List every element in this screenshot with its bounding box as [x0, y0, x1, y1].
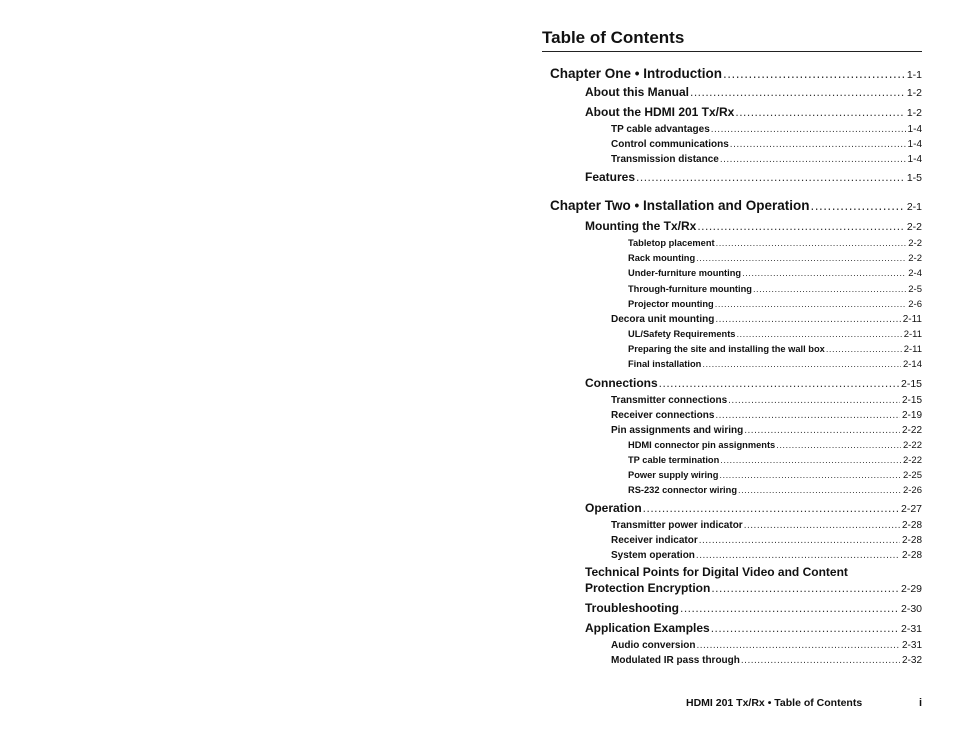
- toc-entry[interactable]: [542, 84, 922, 102]
- toc-entry-label: TP cable termination: [628, 454, 720, 465]
- dot-leader: [680, 600, 899, 617]
- dot-leader: [697, 218, 904, 235]
- toc-entry-label-line1[interactable]: Technical Points for Digital Video and Content: [585, 565, 848, 580]
- toc-entry-label: HDMI connector pin assignments: [628, 439, 776, 450]
- toc-entry-page: 1-4: [907, 154, 922, 165]
- toc-entry[interactable]: [542, 218, 922, 236]
- toc-entry[interactable]: [542, 122, 922, 137]
- toc-entry[interactable]: [542, 251, 922, 266]
- toc-entry-label: Final installation: [628, 359, 702, 370]
- toc-entry[interactable]: [542, 327, 922, 342]
- toc-entry-page: 2-2: [908, 253, 922, 265]
- toc-entry[interactable]: [542, 408, 922, 423]
- toc-entry[interactable]: [542, 393, 922, 408]
- toc-entry[interactable]: [542, 236, 922, 251]
- toc-entry-page: 2-22: [902, 439, 922, 451]
- toc-entry-label: Troubleshooting: [585, 601, 679, 616]
- dot-leader: [811, 197, 905, 214]
- toc-entry[interactable]: [542, 282, 922, 297]
- toc-entry[interactable]: [542, 500, 922, 518]
- dot-leader: [741, 653, 900, 668]
- dot-leader: [728, 393, 900, 408]
- dot-leader: [720, 453, 901, 467]
- toc-entry-page: 2-22: [901, 424, 922, 436]
- toc-entry[interactable]: [542, 312, 922, 327]
- toc-entry[interactable]: [542, 453, 922, 468]
- toc-entry-page: 2-25: [902, 470, 922, 482]
- toc-entry[interactable]: [542, 600, 922, 618]
- dot-leader: [715, 297, 907, 311]
- toc-entry[interactable]: [542, 104, 922, 122]
- toc-entry-label: About the HDMI 201 Tx/Rx: [585, 105, 735, 119]
- toc-entry[interactable]: [542, 580, 922, 598]
- dot-leader: [711, 620, 899, 637]
- toc-entry-label: Power supply wiring: [628, 470, 719, 481]
- toc-entry-chapter-two[interactable]: [542, 197, 922, 216]
- toc-entry[interactable]: [542, 438, 922, 453]
- dot-leader: [730, 137, 906, 152]
- toc-entry-label: TP cable advantages: [611, 124, 710, 135]
- toc-entry-label: Audio conversion: [611, 640, 696, 652]
- dot-leader: [659, 375, 899, 392]
- toc-entry-page: 1-1: [906, 69, 922, 81]
- footer-page-number: i: [918, 697, 922, 709]
- dot-leader: [696, 548, 900, 563]
- dot-leader: [699, 533, 900, 548]
- toc-entry[interactable]: [542, 483, 922, 498]
- toc-entry[interactable]: [542, 152, 922, 167]
- toc-entry-label: Modulated IR pass through: [611, 655, 740, 667]
- toc-entry-page: 2-29: [900, 583, 922, 596]
- dot-leader: [643, 500, 899, 517]
- dot-leader: [738, 483, 901, 497]
- toc-entry-page: 1-2: [906, 87, 922, 99]
- dot-leader: [696, 638, 900, 653]
- toc-entry-chapter-one[interactable]: [542, 65, 922, 84]
- toc-entry-label: Chapter Two • Installation and Operation: [550, 198, 810, 213]
- toc-entry-page: 2-6: [908, 298, 922, 310]
- dot-leader: [715, 408, 900, 423]
- toc-entry-label: Transmission distance: [611, 154, 719, 165]
- dot-leader: [735, 104, 904, 121]
- toc-entry-label: Decora unit mounting: [611, 314, 715, 326]
- toc-entry-label: Pin assignments and wiring: [611, 424, 744, 436]
- toc-entry-label: Mounting the Tx/Rx: [585, 219, 697, 233]
- page-footer: [686, 697, 922, 709]
- toc-entry-page: 2-22: [902, 454, 922, 466]
- toc-entry[interactable]: [542, 137, 922, 152]
- toc-entry-label: Features: [585, 170, 636, 184]
- toc-entry-label: RS-232 connector wiring: [628, 485, 738, 496]
- toc-entry-label: Tabletop placement: [628, 238, 715, 248]
- toc-entry-page: 2-31: [900, 623, 922, 636]
- toc-entry-label: Under-furniture mounting: [628, 268, 742, 279]
- toc-entry-page: 2-30: [900, 603, 922, 616]
- toc-entry-page: 2-2: [906, 221, 922, 233]
- toc-entry[interactable]: [542, 169, 922, 187]
- toc-entry[interactable]: [542, 548, 922, 563]
- toc-entry-page: 1-4: [907, 139, 922, 150]
- dot-leader: [736, 327, 901, 341]
- toc-entry[interactable]: [542, 266, 922, 281]
- toc-entry[interactable]: [542, 468, 922, 483]
- toc-entry-page: 2-11: [903, 329, 922, 341]
- toc-entry[interactable]: [542, 375, 922, 393]
- toc-entry[interactable]: [542, 297, 922, 312]
- dot-leader: [711, 122, 906, 137]
- toc-entry-page: 2-4: [908, 268, 922, 280]
- dot-leader: [719, 468, 901, 482]
- toc-entry[interactable]: [542, 638, 922, 653]
- toc-entry-page: 2-15: [901, 394, 922, 406]
- toc-entry-label: Operation: [585, 501, 642, 516]
- dot-leader: [744, 518, 900, 533]
- toc-entry[interactable]: [542, 518, 922, 533]
- dot-leader: [696, 251, 906, 265]
- toc-entry[interactable]: [542, 620, 922, 638]
- dot-leader: [716, 236, 907, 250]
- toc-entry-label: Transmitter power indicator: [611, 520, 743, 532]
- toc-entry-label: Rack mounting: [628, 253, 696, 264]
- dot-leader: [753, 282, 906, 296]
- toc-entry-page: 1-4: [907, 124, 922, 135]
- toc-entry-page: 2-11: [902, 314, 922, 326]
- toc-entry-page: 2-28: [901, 535, 922, 547]
- dot-leader: [715, 312, 900, 327]
- toc-entry-label: System operation: [611, 550, 695, 562]
- toc-entry-label: Preparing the site and installing the wall box: [628, 344, 825, 355]
- toc-entry-label: Control communications: [611, 139, 729, 150]
- toc-entry-label: Protection Encryption: [585, 581, 711, 596]
- toc-entry-label: Projector mounting: [628, 298, 714, 309]
- toc-entry-page: 2-27: [900, 503, 922, 516]
- toc-entry[interactable]: [542, 533, 922, 548]
- toc-entry-label: Connections: [585, 375, 658, 390]
- toc-entry-label: Through-furniture mounting: [628, 283, 752, 294]
- dot-leader: [690, 84, 905, 101]
- toc-entry-label: Application Examples: [585, 621, 710, 636]
- toc-entry[interactable]: [542, 653, 922, 668]
- toc-entry-label: UL/Safety Requirements: [628, 329, 736, 340]
- toc-entry[interactable]: [542, 423, 922, 438]
- toc-entry-page: 2-2: [908, 238, 922, 249]
- dot-leader: [776, 438, 901, 452]
- toc-entry-page: 2-31: [901, 640, 922, 652]
- dot-leader: [636, 169, 905, 186]
- dot-leader: [720, 152, 906, 167]
- toc-entry-page: 2-19: [901, 409, 922, 421]
- toc-list: [542, 65, 922, 668]
- toc-entry-page: 2-32: [901, 655, 922, 667]
- dot-leader: [702, 357, 901, 371]
- toc-entry-label: Transmitter connections: [611, 394, 728, 406]
- toc-entry-page: 2-28: [901, 550, 922, 562]
- toc-entry-label: About this Manual: [585, 85, 689, 99]
- dot-leader: [742, 266, 906, 280]
- toc-entry-label: Receiver indicator: [611, 535, 698, 547]
- footer-text: HDMI 201 Tx/Rx • Table of Contents: [686, 697, 863, 709]
- toc-entry-page: 2-11: [903, 344, 922, 356]
- dot-leader: [826, 342, 902, 356]
- dot-leader: [744, 423, 900, 438]
- toc-entry-page: 2-5: [908, 283, 922, 295]
- toc-page: [542, 28, 922, 668]
- toc-entry-label: Receiver connections: [611, 409, 715, 421]
- toc-entry-page: 1-5: [906, 172, 922, 184]
- toc-entry-page: 2-14: [902, 359, 922, 371]
- toc-entry[interactable]: [542, 357, 922, 372]
- toc-entry[interactable]: [542, 342, 922, 357]
- dot-leader: [723, 65, 905, 82]
- dot-leader: [711, 580, 899, 597]
- toc-entry-page: 1-2: [906, 107, 922, 119]
- toc-entry-page: 2-1: [906, 201, 922, 213]
- toc-entry-page: 2-26: [902, 485, 922, 497]
- page-title: Table of Contents: [542, 28, 922, 52]
- toc-entry-label: Chapter One • Introduction: [550, 66, 722, 81]
- toc-entry-page: 2-28: [901, 520, 922, 532]
- toc-entry-page: 2-15: [900, 377, 922, 390]
